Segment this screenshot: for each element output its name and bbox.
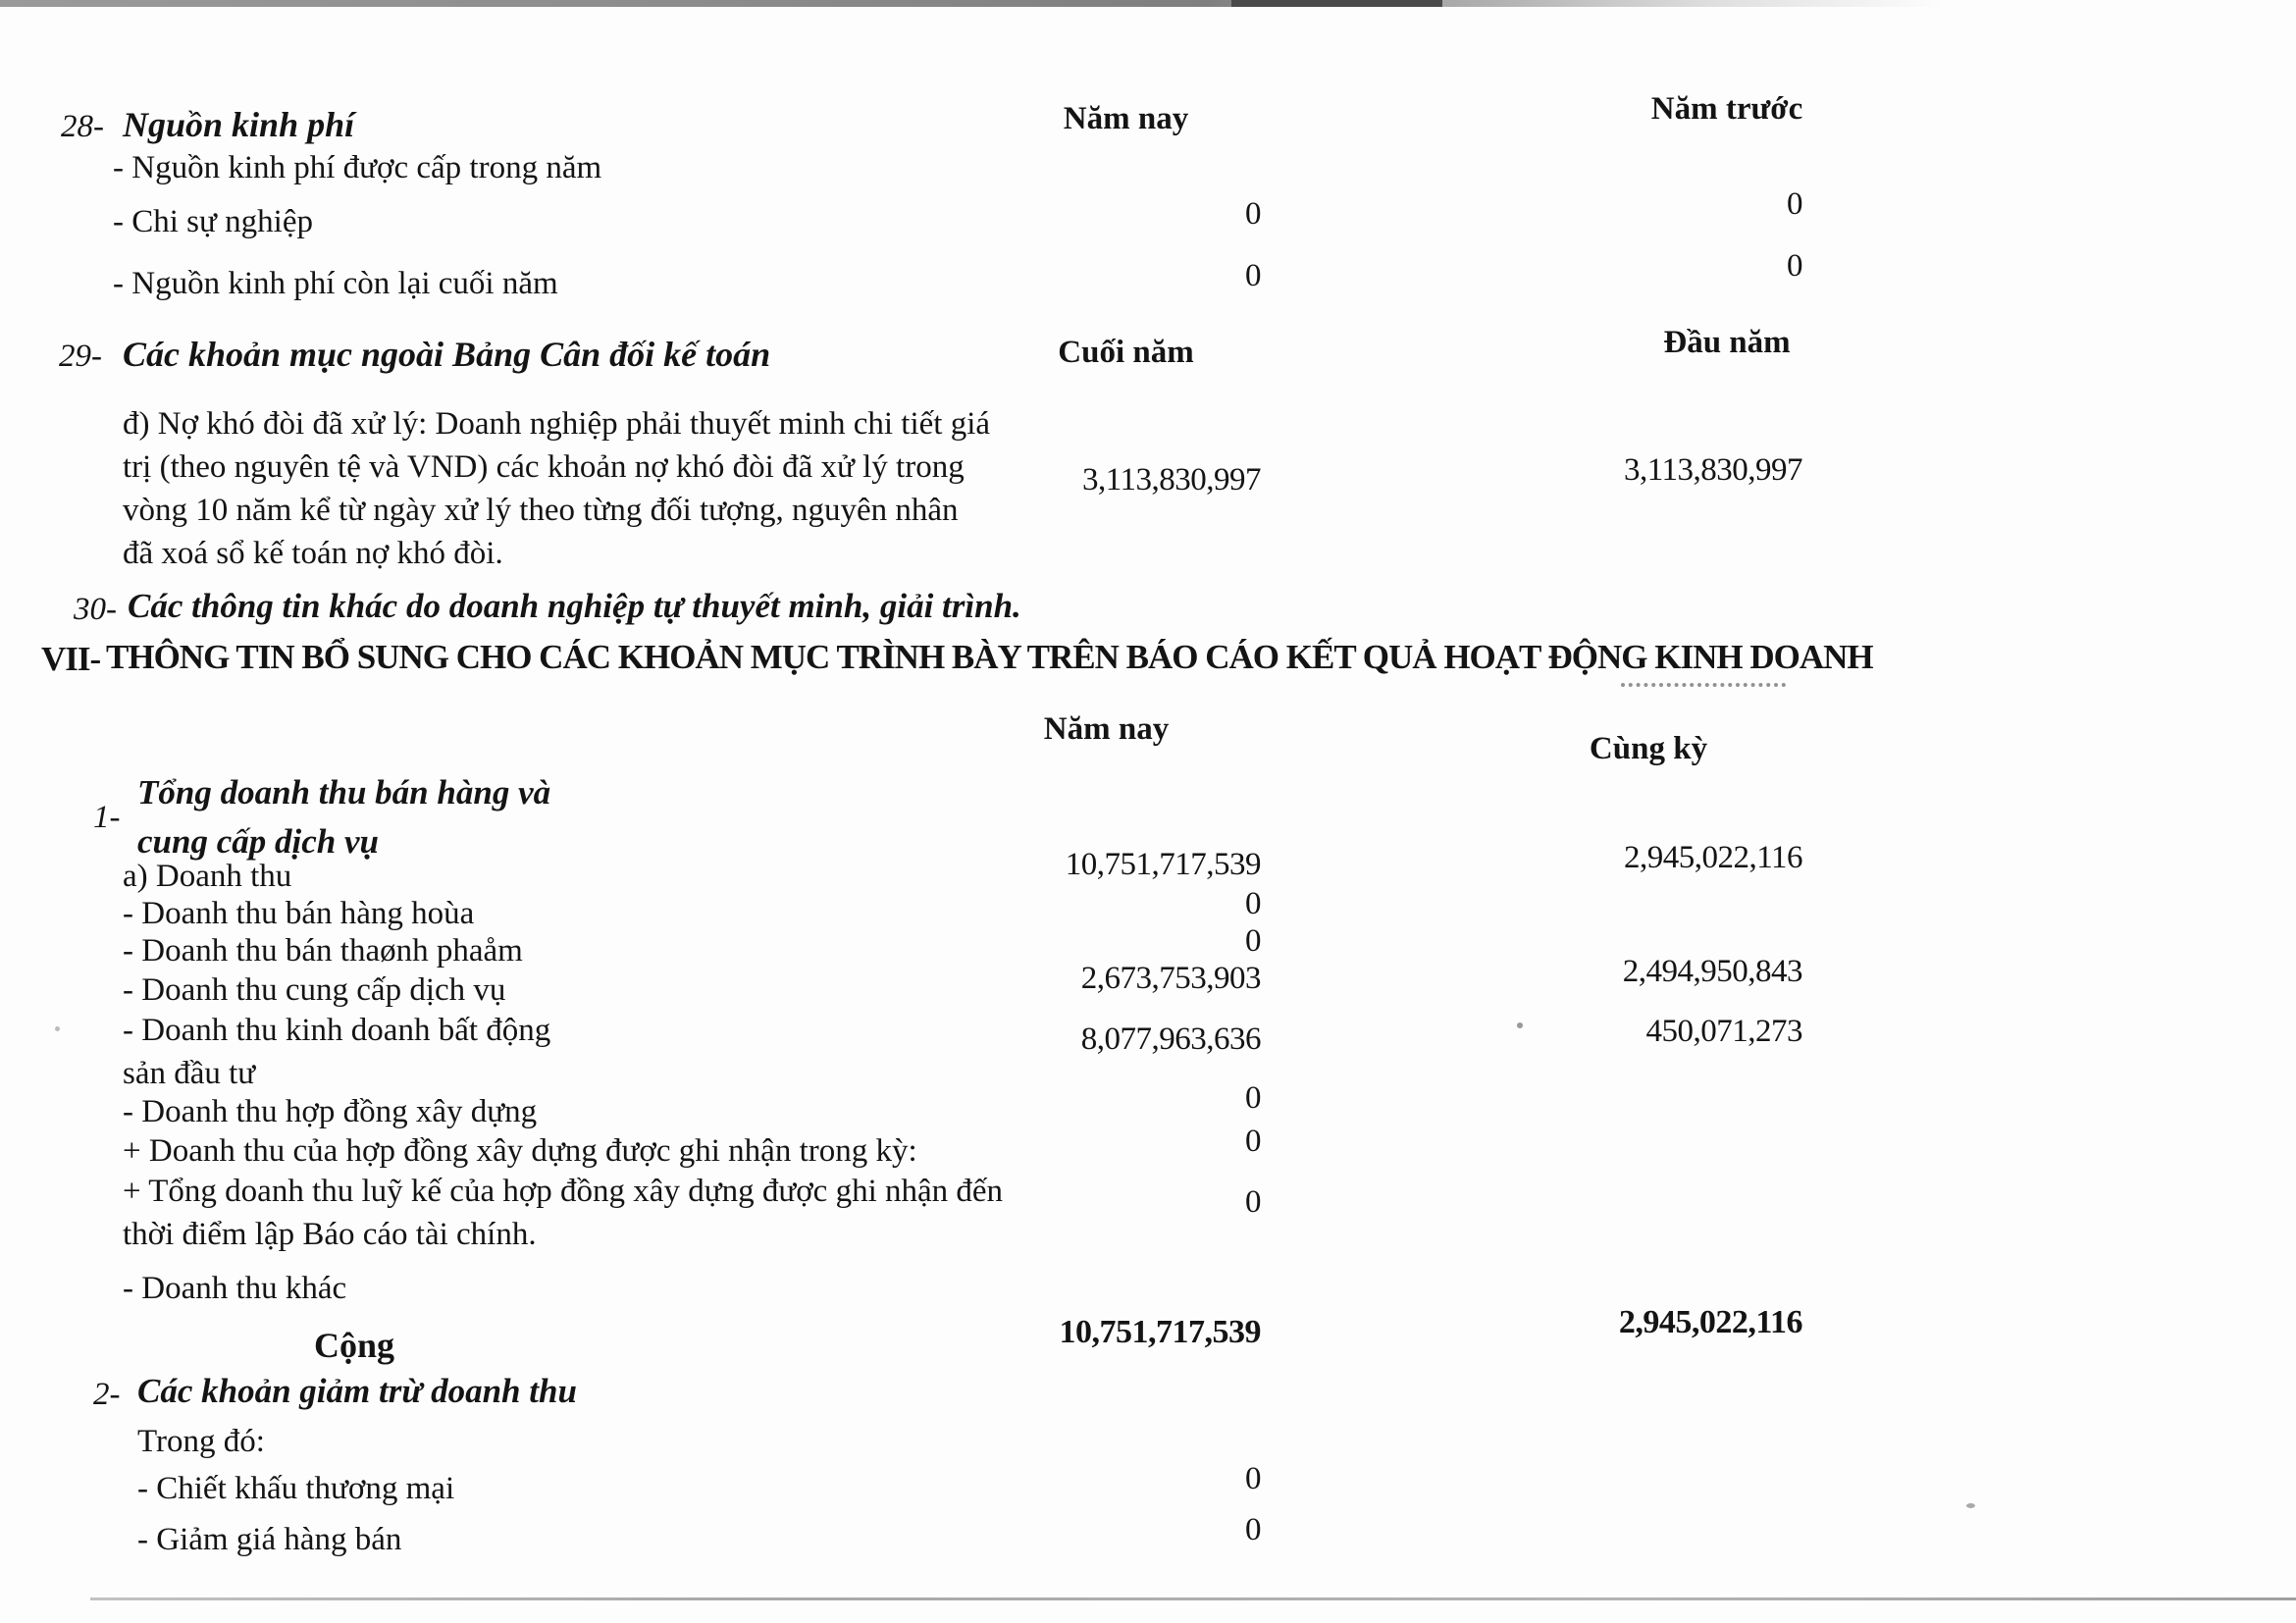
scan-speck [1517,1022,1523,1028]
value-cell: 0 [1245,196,1261,232]
column-header-nam-truoc: Năm trước [1650,91,1803,127]
scan-edge-strip [0,0,1943,7]
value-cell: 0 [1245,923,1261,959]
value-cell: 0 [1245,258,1261,293]
value-cell: 0 [1245,1080,1261,1116]
section-vii-title: THÔNG TIN BỔ SUNG CHO CÁC KHOẢN MỤC TRÌNH BÀY TRÊN BÁO CÁO KẾT QUẢ HOẠT ĐỘNG KINH DOANH [106,638,1873,676]
row-label: - Chi sự nghiệp [113,204,313,239]
value-cell: 3,113,830,997 [1623,452,1802,488]
value-cell: 0 [1787,248,1802,284]
section-28-title: Nguồn kinh phí [123,105,355,144]
row-label: - Doanh thu hợp đồng xây dựng [123,1094,538,1129]
item-2-title: Các khoản giảm trừ doanh thu [137,1372,577,1410]
scan-bottom-line [90,1597,2296,1600]
total-value-cell: 10,751,717,539 [1059,1314,1261,1350]
item-1-title-line2: cung cấp dịch vụ [137,822,379,861]
section-vii-number: VII- [41,640,101,678]
value-cell: 2,494,950,843 [1622,954,1802,989]
value-cell: 0 [1245,1461,1261,1496]
item-1-number: 1- [93,800,121,835]
row-label: a) Doanh thu [123,859,292,894]
total-row-label: Cộng [314,1326,395,1365]
row-label: - Doanh thu cung cấp dịch vụ [123,972,506,1008]
column-header-cuoi-nam: Cuối năm [1058,335,1194,370]
section-29-number: 29- [59,339,102,374]
section-30-number: 30- [74,592,117,627]
row-label: - Nguồn kinh phí còn lại cuối năm [113,266,558,301]
row-label: - Doanh thu kinh doanh bất động sản đầu tư [123,1013,551,1091]
item-2-number: 2- [93,1377,121,1412]
value-cell: 10,751,717,539 [1065,847,1261,882]
column-header-nam-nay: Năm nay [1063,101,1189,136]
section-28-number: 28- [61,109,104,144]
scan-speck [1966,1503,1975,1508]
bad-debt-note: đ) Nợ khó đòi đã xử lý: Doanh nghiệp phải thuyết minh chi tiết giá trị (theo nguyên tệ và VND) các khoản nợ khó đòi đã xử lý trong vòng 10 năm kể từ ngày xử lý theo từng đối tượng, nguyên nhân đã xoá sổ kế toán nợ khó đòi. [123,406,991,571]
row-label: - Giảm giá hàng bán [137,1522,402,1557]
column-header-cung-ky: Cùng kỳ [1589,731,1708,766]
value-cell: 2,673,753,903 [1080,961,1261,996]
section-30-title: Các thông tin khác do doanh nghiệp tự thuyết minh, giải trình. [128,587,1021,625]
row-label: - Doanh thu khác [123,1271,347,1306]
item-2-note: Trong đó: [137,1424,265,1459]
column-header-nam-nay-vii: Năm nay [1043,711,1170,747]
value-cell: 0 [1245,1512,1261,1547]
column-header-dau-nam: Đầu năm [1663,325,1791,360]
scan-edge-dark-segment [1231,0,1442,7]
row-label: - Nguồn kinh phí được cấp trong năm [113,150,602,185]
value-cell: 450,071,273 [1645,1014,1802,1049]
scan-speck [55,1026,60,1031]
row-label: + Tổng doanh thu luỹ kế của hợp đồng xây dựng được ghi nhận đến thời điểm lập Báo cáo tài chính. [123,1174,1004,1252]
total-value-cell: 2,945,022,116 [1618,1304,1802,1340]
value-cell: 0 [1245,1184,1261,1220]
row-label: - Doanh thu bán hàng hoùa [123,896,475,931]
item-1-title-line1: Tổng doanh thu bán hàng và [137,773,551,812]
value-cell: 0 [1787,186,1802,222]
row-label: - Doanh thu bán thaønh phaåm [123,933,523,969]
row-label: + Doanh thu của hợp đồng xây dựng được ghi nhận trong kỳ: [123,1133,917,1169]
value-cell: 0 [1245,886,1261,921]
value-cell: 8,077,963,636 [1080,1021,1261,1057]
value-cell: 0 [1245,1124,1261,1159]
value-cell: 2,945,022,116 [1623,840,1802,875]
row-label: - Chiết khấu thương mại [137,1471,455,1506]
value-cell: 3,113,830,997 [1081,462,1261,497]
scan-dotted-artifact [1621,683,1786,687]
section-29-title: Các khoản mục ngoài Bảng Cân đối kế toán [123,335,771,374]
